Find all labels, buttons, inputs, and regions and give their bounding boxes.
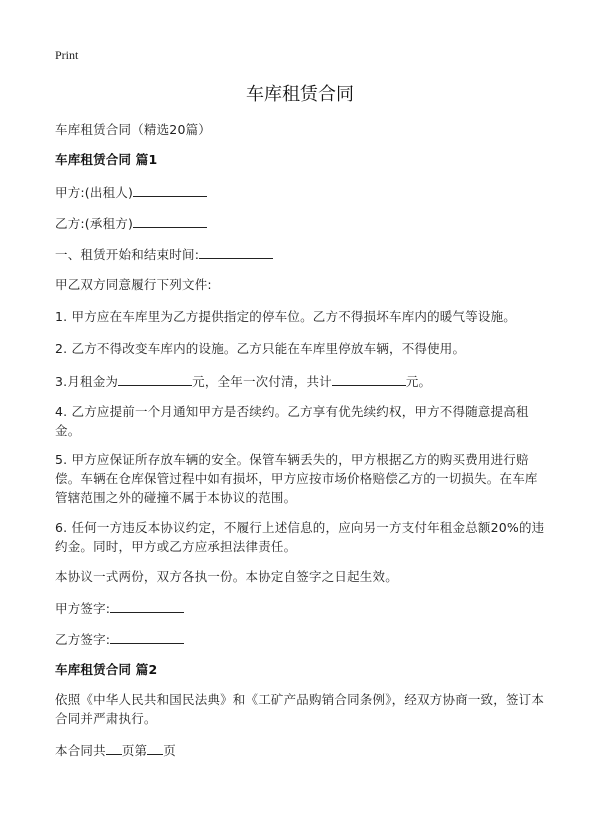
- rent-blank: [118, 371, 192, 386]
- sign-a-blank: [110, 598, 184, 613]
- pages-part-c: 页: [163, 743, 176, 758]
- clause-6: 6. 任何一方违反本协议约定，不履行上述信息的，应向另一方支付年租金总额20%的违约金。同时，甲方或乙方应承担法律责任。: [55, 520, 545, 554]
- sign-b-label: 乙方签字:: [55, 632, 111, 647]
- pages-part-b: 页第: [121, 743, 148, 758]
- print-link[interactable]: Print: [55, 48, 79, 62]
- clause-3: [55, 371, 547, 391]
- term-line: [55, 244, 547, 264]
- page-number-blank: [147, 740, 163, 755]
- party-a-blank: [133, 182, 207, 197]
- section2-heading: 车库租赁合同 篇2: [55, 662, 158, 677]
- party-a-label: 甲方:(出租人): [55, 185, 134, 200]
- sign-a-label: 甲方签字:: [55, 601, 111, 616]
- pages-total-blank: [106, 740, 122, 755]
- copies-text: 本协议一式两份，双方各执一份。本协定自签字之日起生效。: [55, 569, 398, 584]
- section1-heading: 车库租赁合同 篇1: [55, 152, 158, 167]
- clause-1: 1. 甲方应在车库里为乙方提供指定的停车位。乙方不得损坏车库内的暖气等设施。: [55, 309, 517, 324]
- party-b-label: 乙方:(承租方): [55, 216, 134, 231]
- agree-text: 甲乙双方同意履行下列文件:: [55, 277, 212, 292]
- party-a-line: [55, 182, 547, 202]
- term-label: 一、租赁开始和结束时间:: [55, 247, 200, 262]
- clause-3-part-c: 元。: [405, 374, 432, 389]
- clause-4: 4. 乙方应提前一个月通知甲方是否续约。乙方享有优先续约权，甲方不得随意提高租金。: [55, 404, 529, 438]
- term-blank: [199, 244, 273, 259]
- pages-line: [55, 740, 547, 760]
- document-title: 车库租赁合同: [246, 84, 354, 105]
- pages-part-a: 本合同共: [55, 743, 106, 758]
- sign-b-line: [55, 629, 547, 649]
- sign-a-line: [55, 598, 547, 618]
- clause-3-part-a: 3.月租金为: [55, 374, 119, 389]
- document-subtitle: 车库租赁合同（精选20篇）: [55, 122, 212, 137]
- section2-intro: 依照《中华人民共和国民法典》和《工矿产品购销合同条例》，经双方协商一致，签订本合同并严肃执行。: [55, 692, 545, 726]
- clause-3-part-b: 元，全年一次付清，共计: [192, 374, 332, 389]
- sign-b-blank: [110, 629, 184, 644]
- party-b-blank: [133, 213, 207, 228]
- clause-2: 2. 乙方不得改变车库内的设施。乙方只能在车库里停放车辆，不得使用。: [55, 341, 466, 356]
- clause-5: 5. 甲方应保证所存放车辆的安全。保管车辆丢失的，甲方根据乙方的购买费用进行赔偿。车辆在仓库保管过程中如有损坏，甲方应按市场价格赔偿乙方的一切损失。在车库管辖范围之外的碰撞不属于本协议的范围。: [55, 452, 538, 505]
- party-b-line: [55, 213, 547, 233]
- total-blank: [332, 371, 406, 386]
